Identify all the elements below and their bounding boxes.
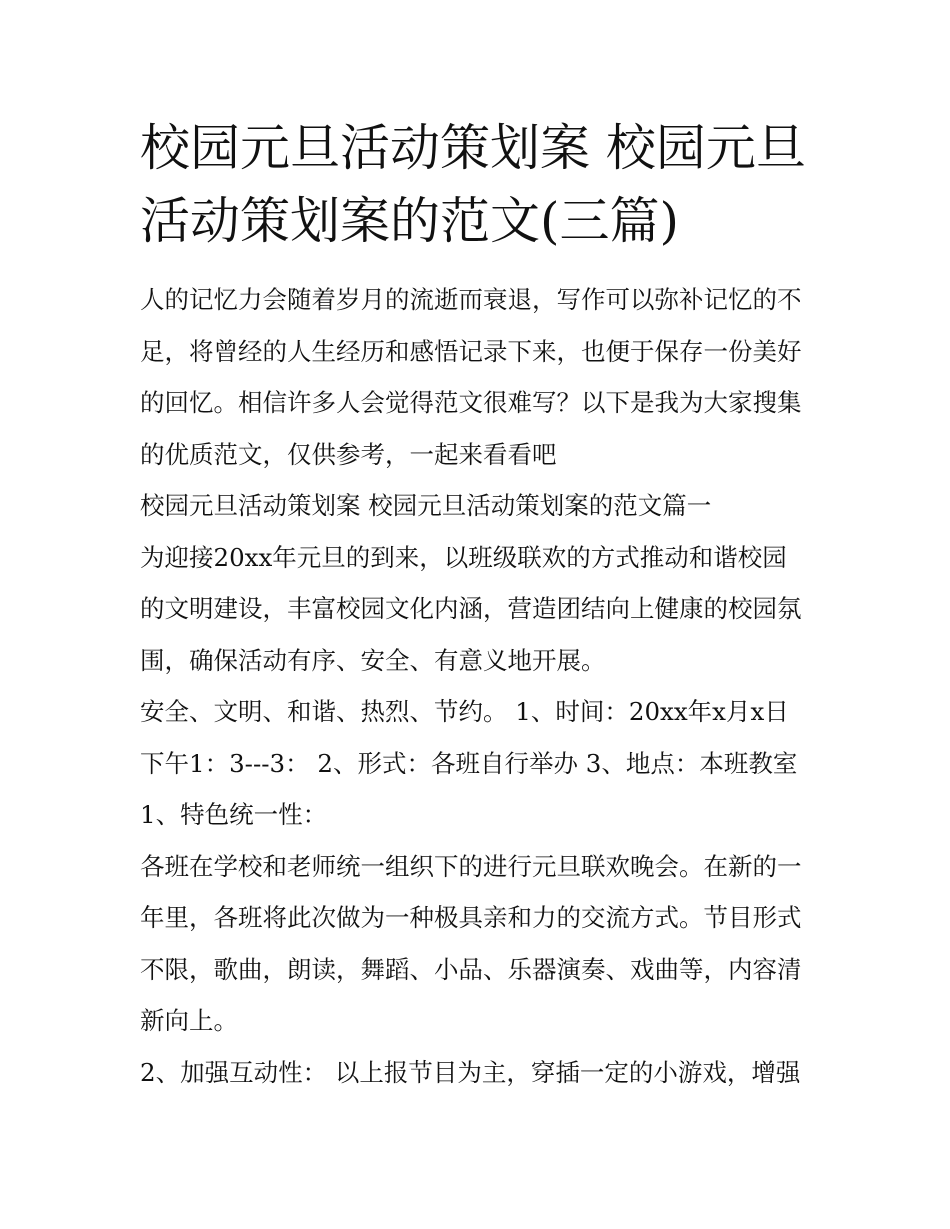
document-content xyxy=(140,112,812,1098)
body-line: 1、特色统一性： xyxy=(140,800,328,829)
body-line: 的文明建设，丰富校园文化内涵，营造团结向上健康的校园氛 xyxy=(140,594,802,623)
body-line: 的优质范文，仅供参考，一起来看看吧 xyxy=(140,439,557,469)
body-line: 的回忆。相信许多人会觉得范文很难写？以下是我为大家搜集 xyxy=(140,388,802,417)
section-heading: 校园元旦活动策划案 校园元旦活动策划案的范文篇一 xyxy=(140,491,712,520)
body-line: 围，确保活动有序、安全、有意义地开展。 xyxy=(140,645,606,675)
body-line: 2、加强互动性： 以上报节目为主，穿插一定的小游戏，增强 xyxy=(140,1057,801,1087)
body-line: 人的记忆力会随着岁月的流逝而衰退，写作可以弥补记忆的不 xyxy=(140,285,802,314)
body-line: 新向上。 xyxy=(140,1006,238,1035)
body-line: 年里，各班将此次做为一种极具亲和力的交流方式。节目形式 xyxy=(140,903,802,932)
title-line: 活动策划案的范文(三篇) xyxy=(140,192,680,250)
title-spacer xyxy=(140,258,812,274)
title-line: 校园元旦活动策划案 校园元旦 xyxy=(140,119,806,177)
document-body xyxy=(140,274,812,1098)
body-line: 下午1：3---3： 2、形式：各班自行举办 3、地点：本班教室 xyxy=(140,748,798,778)
document-title xyxy=(140,112,812,258)
body-line: 各班在学校和老师统一组织下的进行元旦联欢晚会。在新的一 xyxy=(140,851,802,881)
body-line: 足，将曾经的人生经历和感悟记录下来，也便于保存一份美好 xyxy=(140,336,802,366)
body-line: 安全、文明、和谐、热烈、节约。 1、时间：20xx年x月x日 xyxy=(140,697,789,726)
body-line: 为迎接20xx年元旦的到来，以班级联欢的方式推动和谐校园 xyxy=(140,542,787,572)
body-line: 不限，歌曲，朗读，舞蹈、小品、乐器演奏、戏曲等，内容清 xyxy=(140,954,802,984)
